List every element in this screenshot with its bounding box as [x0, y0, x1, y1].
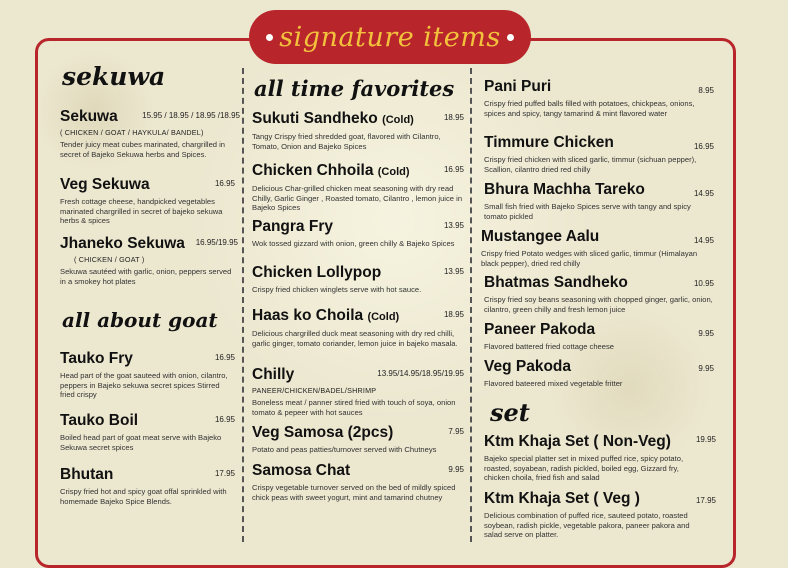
item-name-note: (Cold) — [377, 166, 410, 178]
item-name: Ktm Khaja Set ( Veg ) — [484, 490, 640, 507]
item-name: Sukuti Sandheko — [252, 110, 378, 127]
menu-item — [481, 228, 714, 268]
item-name-note: (Cold) — [382, 114, 414, 126]
menu-item — [252, 264, 464, 295]
menu-item — [252, 424, 464, 455]
item-price: 13.95 — [443, 267, 464, 276]
item-price: 18.95 — [443, 310, 464, 319]
item-price: 16.95 — [443, 165, 464, 174]
item-price: 9.95 — [698, 364, 714, 373]
item-price: 18.95 — [443, 113, 464, 122]
item-price: 16.95/19.95 — [195, 238, 238, 247]
item-description: Delicious chargrilled duck meat seasoning with dry red chilli, garlic ginger, tomato coriander, lemon juice in bajeko masala. — [252, 329, 458, 348]
item-description: Sekuwa sautéed with garlic, onion, peppers served in a smokey hot plates — [60, 267, 232, 286]
menu-item — [484, 490, 716, 540]
item-description: Crispy fried chicken winglets serve with hot sauce. — [252, 285, 422, 294]
menu-item — [252, 110, 464, 151]
item-description: Tangy Crispy fried shredded goat, flavored with Cilantro, Tomato, Onion and Bajeko Spices — [252, 132, 441, 151]
menu-item — [484, 78, 714, 118]
item-name: Chilly — [252, 366, 295, 383]
item-name: Timmure Chicken — [484, 134, 614, 151]
item-description: Flavored bateered mixed vegetable fritter — [484, 379, 623, 388]
item-name: Bhutan — [60, 466, 114, 483]
item-description: Tender juicy meat cubes marinated, chargrilled in secret of Bajeko Sekuwa herbs and Spices. — [60, 140, 226, 159]
menu-item — [252, 162, 464, 213]
signature-items-banner — [249, 10, 531, 64]
menu-item — [252, 307, 464, 348]
menu-item — [60, 412, 235, 452]
menu-item — [252, 462, 464, 502]
item-price: 8.95 — [698, 86, 714, 95]
menu-item — [60, 350, 235, 400]
item-name: Jhaneko Sekuwa — [60, 235, 185, 252]
item-name: Bhatmas Sandheko — [484, 274, 628, 291]
column-divider — [470, 68, 472, 542]
item-name: Sekuwa — [60, 108, 118, 125]
item-name: Paneer Pakoda — [484, 321, 596, 338]
item-description: Crispy vegetable turnover served on the bed of mildly spiced chick peas with sweet yogurt, mint and tamarind chutney — [252, 483, 456, 502]
item-price: 16.95 — [214, 415, 235, 424]
item-name-row — [252, 110, 464, 129]
item-description: Small fish fried with Bajeko Spices serve with tangy and spicy tomato pickled — [484, 202, 691, 221]
item-price: 10.95 — [693, 279, 714, 288]
menu-item — [60, 108, 240, 159]
item-name: Haas ko Choila — [252, 307, 364, 324]
item-description: Boiled head part of goat meat serve with Bajeko Sekuwa secret spices — [60, 433, 222, 452]
item-price: 16.95 — [214, 353, 235, 362]
item-name: Bhura Machha Tareko — [484, 181, 645, 198]
menu-item — [60, 176, 235, 226]
item-name-row — [252, 307, 464, 326]
item-options: ( CHICKEN / GOAT ) — [74, 255, 145, 264]
menu-item — [484, 181, 714, 221]
item-description: Head part of the goat sauteed with onion, cilantro, peppers in Bajeko sekuwa secret spices Stirred fried crispy — [60, 371, 228, 399]
banner-dot-right — [507, 34, 514, 41]
item-name: Veg Samosa (2pcs) — [252, 424, 394, 441]
item-description: Crispy fried soy beans seasoning with chopped ginger, garlic, onion, cilantro, green chilly and fresh lemon juice — [484, 295, 713, 314]
item-price: 14.95 — [693, 236, 714, 245]
item-name: Pani Puri — [484, 78, 552, 95]
menu-item — [60, 235, 238, 286]
column-divider — [242, 68, 244, 542]
item-price: 13.95/14.95/18.95/19.95 — [377, 369, 464, 378]
item-price: 19.95 — [695, 435, 716, 444]
section-title-sekuwa: sekuwa — [62, 62, 166, 91]
item-price: 7.95 — [448, 427, 464, 436]
item-name: Chicken Lollypop — [252, 264, 382, 281]
item-name: Mustangee Aalu — [481, 228, 600, 245]
item-description: Bajeko special platter set in mixed puffed rice, spicy potato, roasted, soyabean, radish pickled, boiled egg, Gizzard fry, chicken choila, fried fish and salad — [484, 454, 684, 482]
item-options: ( CHICKEN / GOAT / HAYKULA/ BANDEL) — [60, 128, 204, 137]
item-description: Delicious Char-grilled chicken meat seasoning with dry read Chilly, Garlic Ginger , Roasted tomato, Cilantro , lemon juice in Bajeko Spices — [252, 184, 463, 212]
item-name: Chicken Chhoila — [252, 162, 374, 179]
item-name-note: (Cold) — [367, 311, 400, 323]
item-description: Crispy fried puffed balls filled with potatoes, chickpeas, onions, spices and spicy, tangy tamarind & mint flavored water — [484, 99, 695, 118]
item-options: PANEER/CHICKEN/BADEL/SHRIMP — [252, 386, 377, 395]
item-description: Boneless meat / panner stired fried with touch of soya, onion tomato & pepeer with hot sauces — [252, 398, 456, 417]
item-description: Flavored battered fried cottage cheese — [484, 342, 615, 351]
menu-item — [484, 134, 714, 174]
item-price: 15.95 / 18.95 / 18.95 /18.95 — [142, 111, 240, 120]
item-name: Samosa Chat — [252, 462, 351, 479]
item-price: 17.95 — [214, 469, 235, 478]
item-description: Crispy fried hot and spicy goat offal sprinkled with homemade Bajeko Spice Blends. — [60, 487, 227, 506]
item-price: 9.95 — [698, 329, 714, 338]
menu-item — [484, 274, 714, 314]
section-title-set: set — [490, 398, 530, 427]
menu-item — [484, 433, 716, 483]
item-name: Veg Pakoda — [484, 358, 572, 375]
item-name: Tauko Boil — [60, 412, 139, 429]
menu-item — [60, 466, 235, 506]
item-price: 9.95 — [448, 465, 464, 474]
item-name-row — [252, 162, 464, 181]
item-price: 16.95 — [214, 179, 235, 188]
menu-item — [484, 321, 714, 352]
section-title-goat: all about goat — [62, 308, 218, 332]
item-name: Pangra Fry — [252, 218, 333, 235]
item-name: Veg Sekuwa — [60, 176, 150, 193]
menu-item — [252, 366, 464, 417]
section-title-favorites: all time favorites — [254, 76, 455, 101]
item-name: Tauko Fry — [60, 350, 133, 367]
menu-item — [484, 358, 714, 389]
item-description: Wok tossed gizzard with onion, green chilly & Bajeko Spices — [252, 239, 455, 248]
item-price: 17.95 — [695, 496, 716, 505]
item-price: 14.95 — [693, 189, 714, 198]
item-price: 16.95 — [693, 142, 714, 151]
banner-dot-left — [266, 34, 273, 41]
item-description: Delicious combination of puffed rice, sauteed potato, roasted soybean, radish pickle, vegetable pakora, paneer pakora and salad serve on platter. — [484, 511, 690, 539]
item-description: Crispy fried chicken with sliced garlic, timmur (sichuan pepper), Scallion, cilantro dried red chilly — [484, 155, 697, 174]
item-name: Ktm Khaja Set ( Non-Veg) — [484, 433, 671, 450]
item-description: Fresh cottage cheese, handpicked vegetables marinated chargrilled in secret of bajeko sekuwa herbs & spices — [60, 197, 223, 225]
banner-title: signature items — [279, 21, 501, 53]
item-price: 13.95 — [443, 221, 464, 230]
item-description: Potato and peas patties/turnover served with Chutneys — [252, 445, 437, 454]
menu-item — [252, 218, 464, 249]
item-description: Crispy fried Potato wedges with sliced garlic, timmur (Himalayan black pepper), dried red chilly — [481, 249, 698, 268]
